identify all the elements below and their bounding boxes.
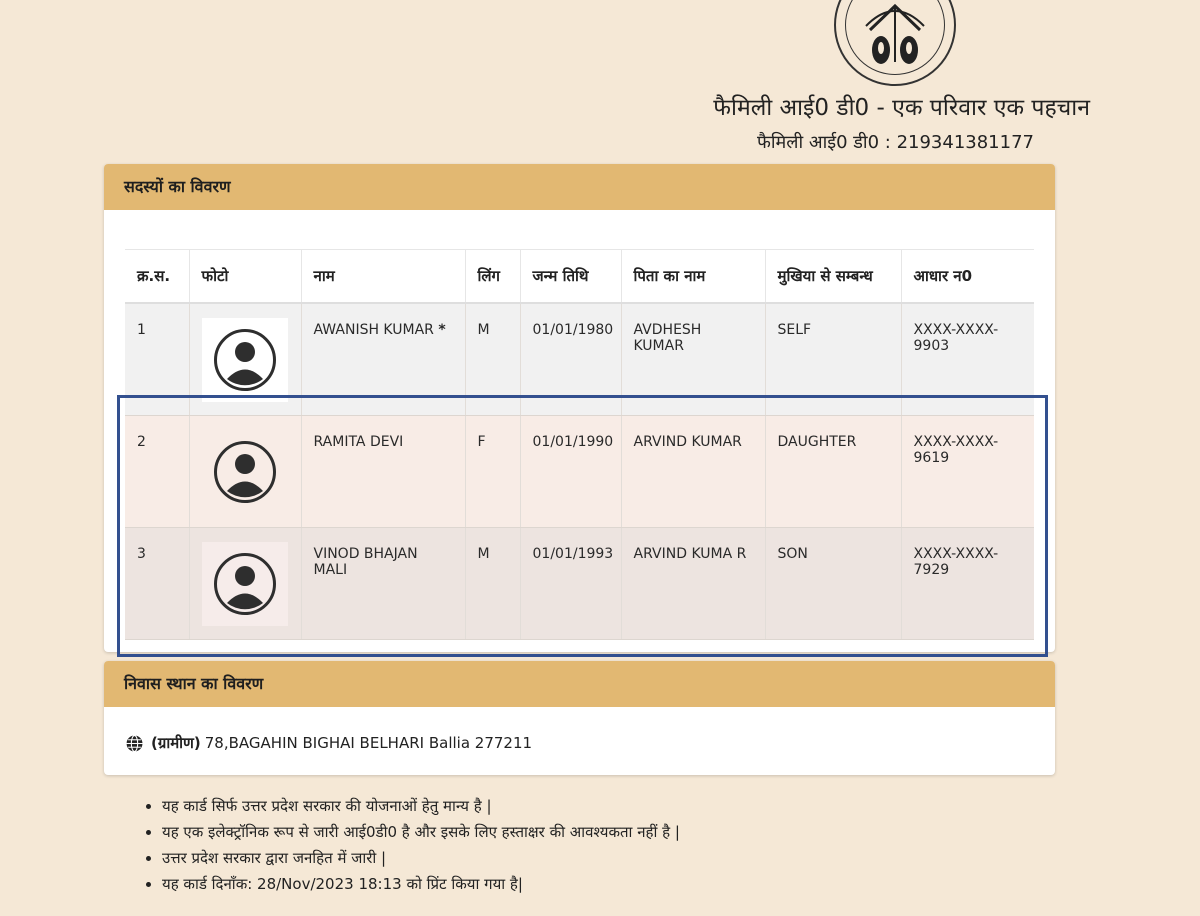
- head-of-family-marker: *: [438, 322, 446, 338]
- table-row: [125, 303, 1034, 416]
- family-id: [757, 130, 1034, 154]
- member-gender: M: [465, 303, 520, 416]
- area-type: (ग्रामीण): [151, 734, 201, 752]
- note-item: • उत्तर प्रदेश सरकार द्वारा जनहित में जारी |: [162, 845, 680, 871]
- member-dob: 01/01/1993: [520, 528, 621, 640]
- column-header-dob: जन्म तिथि: [520, 250, 621, 304]
- column-header-photo: फोटो: [189, 250, 301, 304]
- member-name-cell: [301, 303, 465, 416]
- members-card: [104, 164, 1055, 652]
- member-gender: F: [465, 416, 520, 528]
- member-photo-cell: [189, 416, 301, 528]
- member-relation: SON: [765, 528, 901, 640]
- table-header-row: [125, 250, 1034, 304]
- column-header-father: पिता का नाम: [621, 250, 765, 304]
- table-row: [125, 416, 1034, 528]
- address-line: [126, 733, 532, 753]
- user-avatar-icon: [213, 440, 277, 504]
- member-aadhaar: XXXX-XXXX-9903: [901, 303, 1034, 416]
- note-item: • यह कार्ड सिर्फ उत्तर प्रदेश सरकार की योजनाओं हेतु मान्य है |: [162, 793, 680, 819]
- column-header-relation: मुखिया से सम्बन्ध: [765, 250, 901, 304]
- member-photo: [202, 318, 288, 402]
- emblem-fish-icon: [836, 0, 954, 84]
- up-government-emblem: [834, 0, 956, 86]
- member-name: RAMITA DEVI: [301, 416, 465, 528]
- member-serial: 3: [125, 528, 189, 640]
- address-text: 78,BAGAHIN BIGHAI BELHARI Ballia 277211: [204, 734, 533, 752]
- member-name: VINOD BHAJAN MALI: [301, 528, 465, 640]
- globe-icon: [126, 735, 143, 752]
- member-serial: 2: [125, 416, 189, 528]
- members-table: [125, 249, 1034, 640]
- member-father-name: ARVIND KUMA R: [621, 528, 765, 640]
- member-dob: 01/01/1980: [520, 303, 621, 416]
- column-header-gender: लिंग: [465, 250, 520, 304]
- column-header-aadhaar: आधार न0: [901, 250, 1034, 304]
- member-relation: SELF: [765, 303, 901, 416]
- residence-card: [104, 661, 1055, 775]
- member-aadhaar: XXXX-XXXX-9619: [901, 416, 1034, 528]
- family-id-value: 219341381177: [896, 132, 1034, 153]
- member-aadhaar: XXXX-XXXX-7929: [901, 528, 1034, 640]
- table-row: [125, 528, 1034, 640]
- member-gender: M: [465, 528, 520, 640]
- member-photo-cell: [189, 528, 301, 640]
- member-photo-cell: [189, 303, 301, 416]
- member-relation: DAUGHTER: [765, 416, 901, 528]
- members-section-heading: सदस्यों का विवरण: [104, 164, 1055, 210]
- page-title: फैमिली आई0 डी0 - एक परिवार एक पहचान: [713, 95, 1090, 121]
- user-avatar-icon: [213, 552, 277, 616]
- member-serial: 1: [125, 303, 189, 416]
- member-photo: [202, 542, 288, 626]
- member-dob: 01/01/1990: [520, 416, 621, 528]
- notes-list: [104, 793, 680, 897]
- note-item: • यह कार्ड दिनाँक: 28/Nov/2023 18:13 को प्रिंट किया गया है|: [162, 871, 680, 897]
- member-photo: [202, 430, 288, 514]
- column-header-serial: क्र.स.: [125, 250, 189, 304]
- column-header-name: नाम: [301, 250, 465, 304]
- note-item: • यह एक इलेक्ट्रॉनिक रूप से जारी आई0डी0 है और इसके लिए हस्ताक्षर की आवश्यकता नहीं है |: [162, 819, 680, 845]
- member-name: AWANISH KUMAR: [313, 322, 434, 338]
- member-father-name: AVDHESH KUMAR: [621, 303, 765, 416]
- family-id-label: फैमिली आई0 डी0 :: [756, 132, 891, 153]
- residence-section-heading: निवास स्थान का विवरण: [104, 661, 1055, 707]
- member-father-name: ARVIND KUMAR: [621, 416, 765, 528]
- user-avatar-icon: [213, 328, 277, 392]
